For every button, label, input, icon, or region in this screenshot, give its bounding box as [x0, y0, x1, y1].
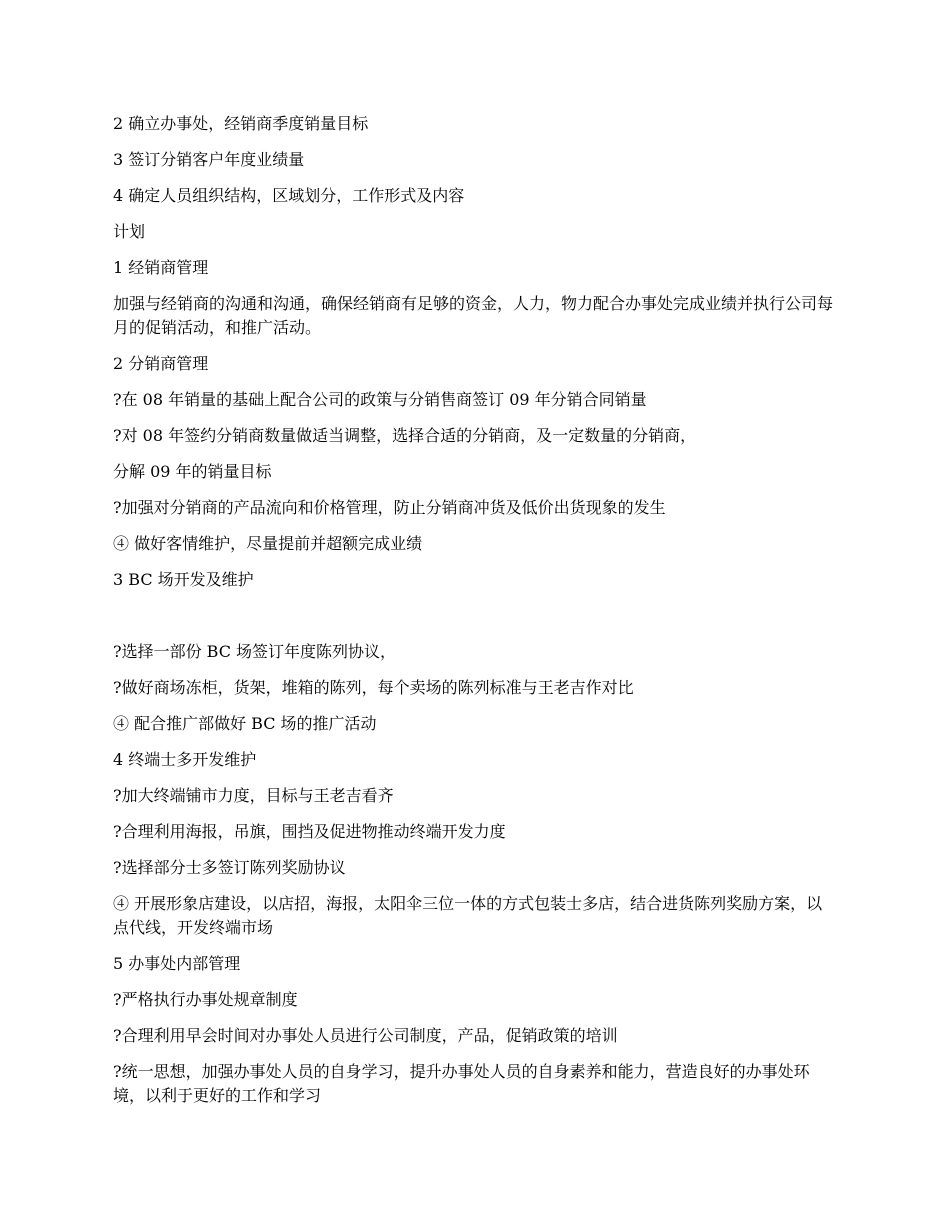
section-heading: 1 经销商管理 — [113, 258, 209, 277]
section-heading-plan: 计划 — [113, 222, 146, 241]
list-item: ?选择部分士多签订陈列奖励协议 — [113, 858, 346, 877]
text-line: 4 确定人员组织结构，区域划分，工作形式及内容 — [113, 186, 465, 205]
blank-gap — [113, 604, 833, 640]
list-item: ④ 做好客情维护，尽量提前并超额完成业绩 — [113, 534, 423, 553]
list-item: ?加大终端铺市力度，目标与王老吉看齐 — [113, 786, 394, 805]
list-item: ?加强对分销商的产品流向和价格管理，防止分销商冲货及低价出货现象的发生 — [113, 498, 666, 517]
list-item: ?在 08 年销量的基础上配合公司的政策与分销售商签订 09 年分销合同销量 — [113, 390, 647, 409]
list-item: ④ 开展形象店建设，以店招，海报，太阳伞三位一体的方式包装士多店，结合进货陈列奖励方案，以点代线，开发终端市场 — [113, 894, 823, 937]
list-item: ④ 配合推广部做好 BC 场的推广活动 — [113, 714, 377, 733]
section-heading: 4 终端士多开发维护 — [113, 750, 257, 769]
list-item: ?做好商场冻柜，货架，堆箱的陈列，每个卖场的陈列标准与王老吉作对比 — [113, 678, 634, 697]
list-item: ?合理利用早会时间对办事处人员进行公司制度，产品，促销政策的培训 — [113, 1026, 618, 1045]
paragraph: 加强与经销商的沟通和沟通，确保经销商有足够的资金，人力，物力配合办事处完成业绩并执行公司每月的促销活动，和推广活动。 — [113, 294, 834, 337]
list-item: ?选择一部份 BC 场签订年度陈列协议， — [113, 642, 397, 661]
list-item: ?对 08 年签约分销商数量做适当调整，选择合适的分销商，及一定数量的分销商， — [113, 426, 697, 445]
section-heading: 2 分销商管理 — [113, 354, 209, 373]
section-heading: 5 办事处内部管理 — [113, 954, 241, 973]
document-body — [113, 112, 833, 1120]
list-item: ?合理利用海报，吊旗，围挡及促进物推动终端开发力度 — [113, 822, 506, 841]
text-line: 3 签订分销客户年度业绩量 — [113, 150, 305, 169]
list-item: ?统一思想，加强办事处人员的自身学习，提升办事处人员的自身素养和能力，营造良好的办事处环境，以利于更好的工作和学习 — [113, 1062, 810, 1105]
section-heading: 3 BC 场开发及维护 — [113, 570, 254, 589]
text-line: 分解 09 年的销量目标 — [113, 462, 272, 481]
list-item: ?严格执行办事处规章制度 — [113, 990, 298, 1009]
text-line: 2 确立办事处，经销商季度销量目标 — [113, 114, 369, 133]
